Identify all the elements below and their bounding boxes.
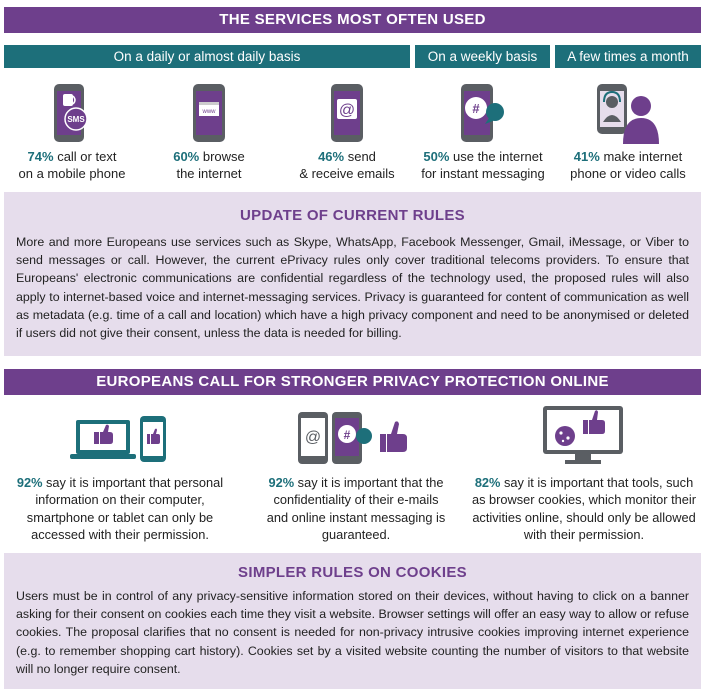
service-pct: 41%: [573, 149, 600, 164]
service-label-2: for instant messaging: [421, 166, 545, 181]
frequency-monthly: A few times a month: [555, 45, 701, 68]
sms-phone-icon: [2, 80, 142, 144]
email-messaging-like-icon: [266, 402, 446, 466]
email-phone-icon: [277, 80, 417, 144]
privacy-text: say it is important that the confidentiality of their e-mails and online instant messaging is guaranteed.: [266, 475, 446, 543]
privacy-pct: 92%: [268, 475, 295, 490]
service-label: make internet: [599, 149, 683, 164]
update-rules-title: UPDATE OF CURRENT RULES: [240, 207, 465, 224]
monitor-cookie-like-icon: [470, 402, 698, 466]
service-label: send: [344, 149, 376, 164]
privacy-item-messaging: [266, 402, 446, 544]
service-label: use the internet: [449, 149, 543, 164]
privacy-text: say it is important that personal information on their computer, smartphone or tablet can only be accessed with their permission.: [26, 475, 224, 543]
service-pct: 50%: [423, 149, 450, 164]
browser-phone-icon: [139, 80, 279, 144]
services-title: THE SERVICES MOST OFTEN USED: [4, 7, 701, 33]
privacy-item-cookies: [470, 402, 698, 544]
cookies-rules-box: [4, 553, 701, 689]
svg-text:www: www: [202, 109, 216, 115]
service-label-2: & receive emails: [299, 166, 395, 181]
frequency-daily: On a daily or almost daily basis: [4, 45, 410, 68]
service-label-2: on a mobile phone: [18, 166, 126, 181]
svg-text:@: @: [338, 102, 356, 119]
svg-text:#: #: [472, 101, 480, 116]
service-label: browse: [199, 149, 245, 164]
service-label-2: the internet: [176, 166, 242, 181]
svg-text:#: #: [343, 428, 351, 442]
service-pct: 74%: [27, 149, 54, 164]
messaging-phone-icon: [413, 80, 553, 144]
laptop-phone-like-icon: [6, 402, 234, 466]
service-messaging: [413, 80, 553, 182]
update-rules-body: More and more Europeans use services such as Skype, WhatsApp, Facebook Messenger, Gmail, iMessage, or Viber to send messages or call. However, the current ePrivacy rules only cover traditional telecoms providers. To ensure that Europeans' electronic communications are confidential regardless of the technology used, the proposed rules will also apply to internet-based voice and internet-messaging services. Privacy is guaranteed for content of communication as well as metadata (e.g. time of a call and location) which have a high privacy component and need to be anonymised or deleted if users did not give their consent, unless the data is needed for billing.: [16, 235, 689, 341]
service-email: [277, 80, 417, 182]
service-video-call: [558, 80, 698, 182]
privacy-item-devices: [6, 402, 234, 544]
cookies-rules-body: Users must be in control of any privacy-sensitive information stored on their devices, without having to click on a banner asking for their consent on cookies each time they visit a website. Browser settings will offer an easy way to allow or refuse cookies. The proposal clarifies that no consent is needed for non-privacy intrusive cookies improving internet experience (e.g. to remember shopping cart history). Cookies set by a visited website counting the number of visitors to that website will no longer require consent.: [16, 589, 689, 676]
service-pct: 46%: [318, 149, 345, 164]
service-call-text: [2, 80, 142, 182]
svg-text:SMS: SMS: [67, 115, 85, 124]
frequency-weekly: On a weekly basis: [415, 45, 550, 68]
privacy-title: EUROPEANS CALL FOR STRONGER PRIVACY PROTECTION ONLINE: [4, 369, 701, 395]
service-label-2: phone or video calls: [570, 166, 686, 181]
privacy-text: say it is important that tools, such as browser cookies, which monitor their activities online, should only be allowed with their permission.: [471, 475, 697, 543]
service-pct: 60%: [173, 149, 200, 164]
privacy-pct: 92%: [16, 475, 43, 490]
privacy-pct: 82%: [474, 475, 501, 490]
update-rules-box: [4, 192, 701, 356]
cookies-rules-title: SIMPLER RULES ON COOKIES: [238, 564, 467, 581]
video-call-icon: [558, 80, 698, 144]
service-label: call or text: [53, 149, 117, 164]
service-browse: [139, 80, 279, 182]
svg-text:@: @: [304, 429, 322, 446]
